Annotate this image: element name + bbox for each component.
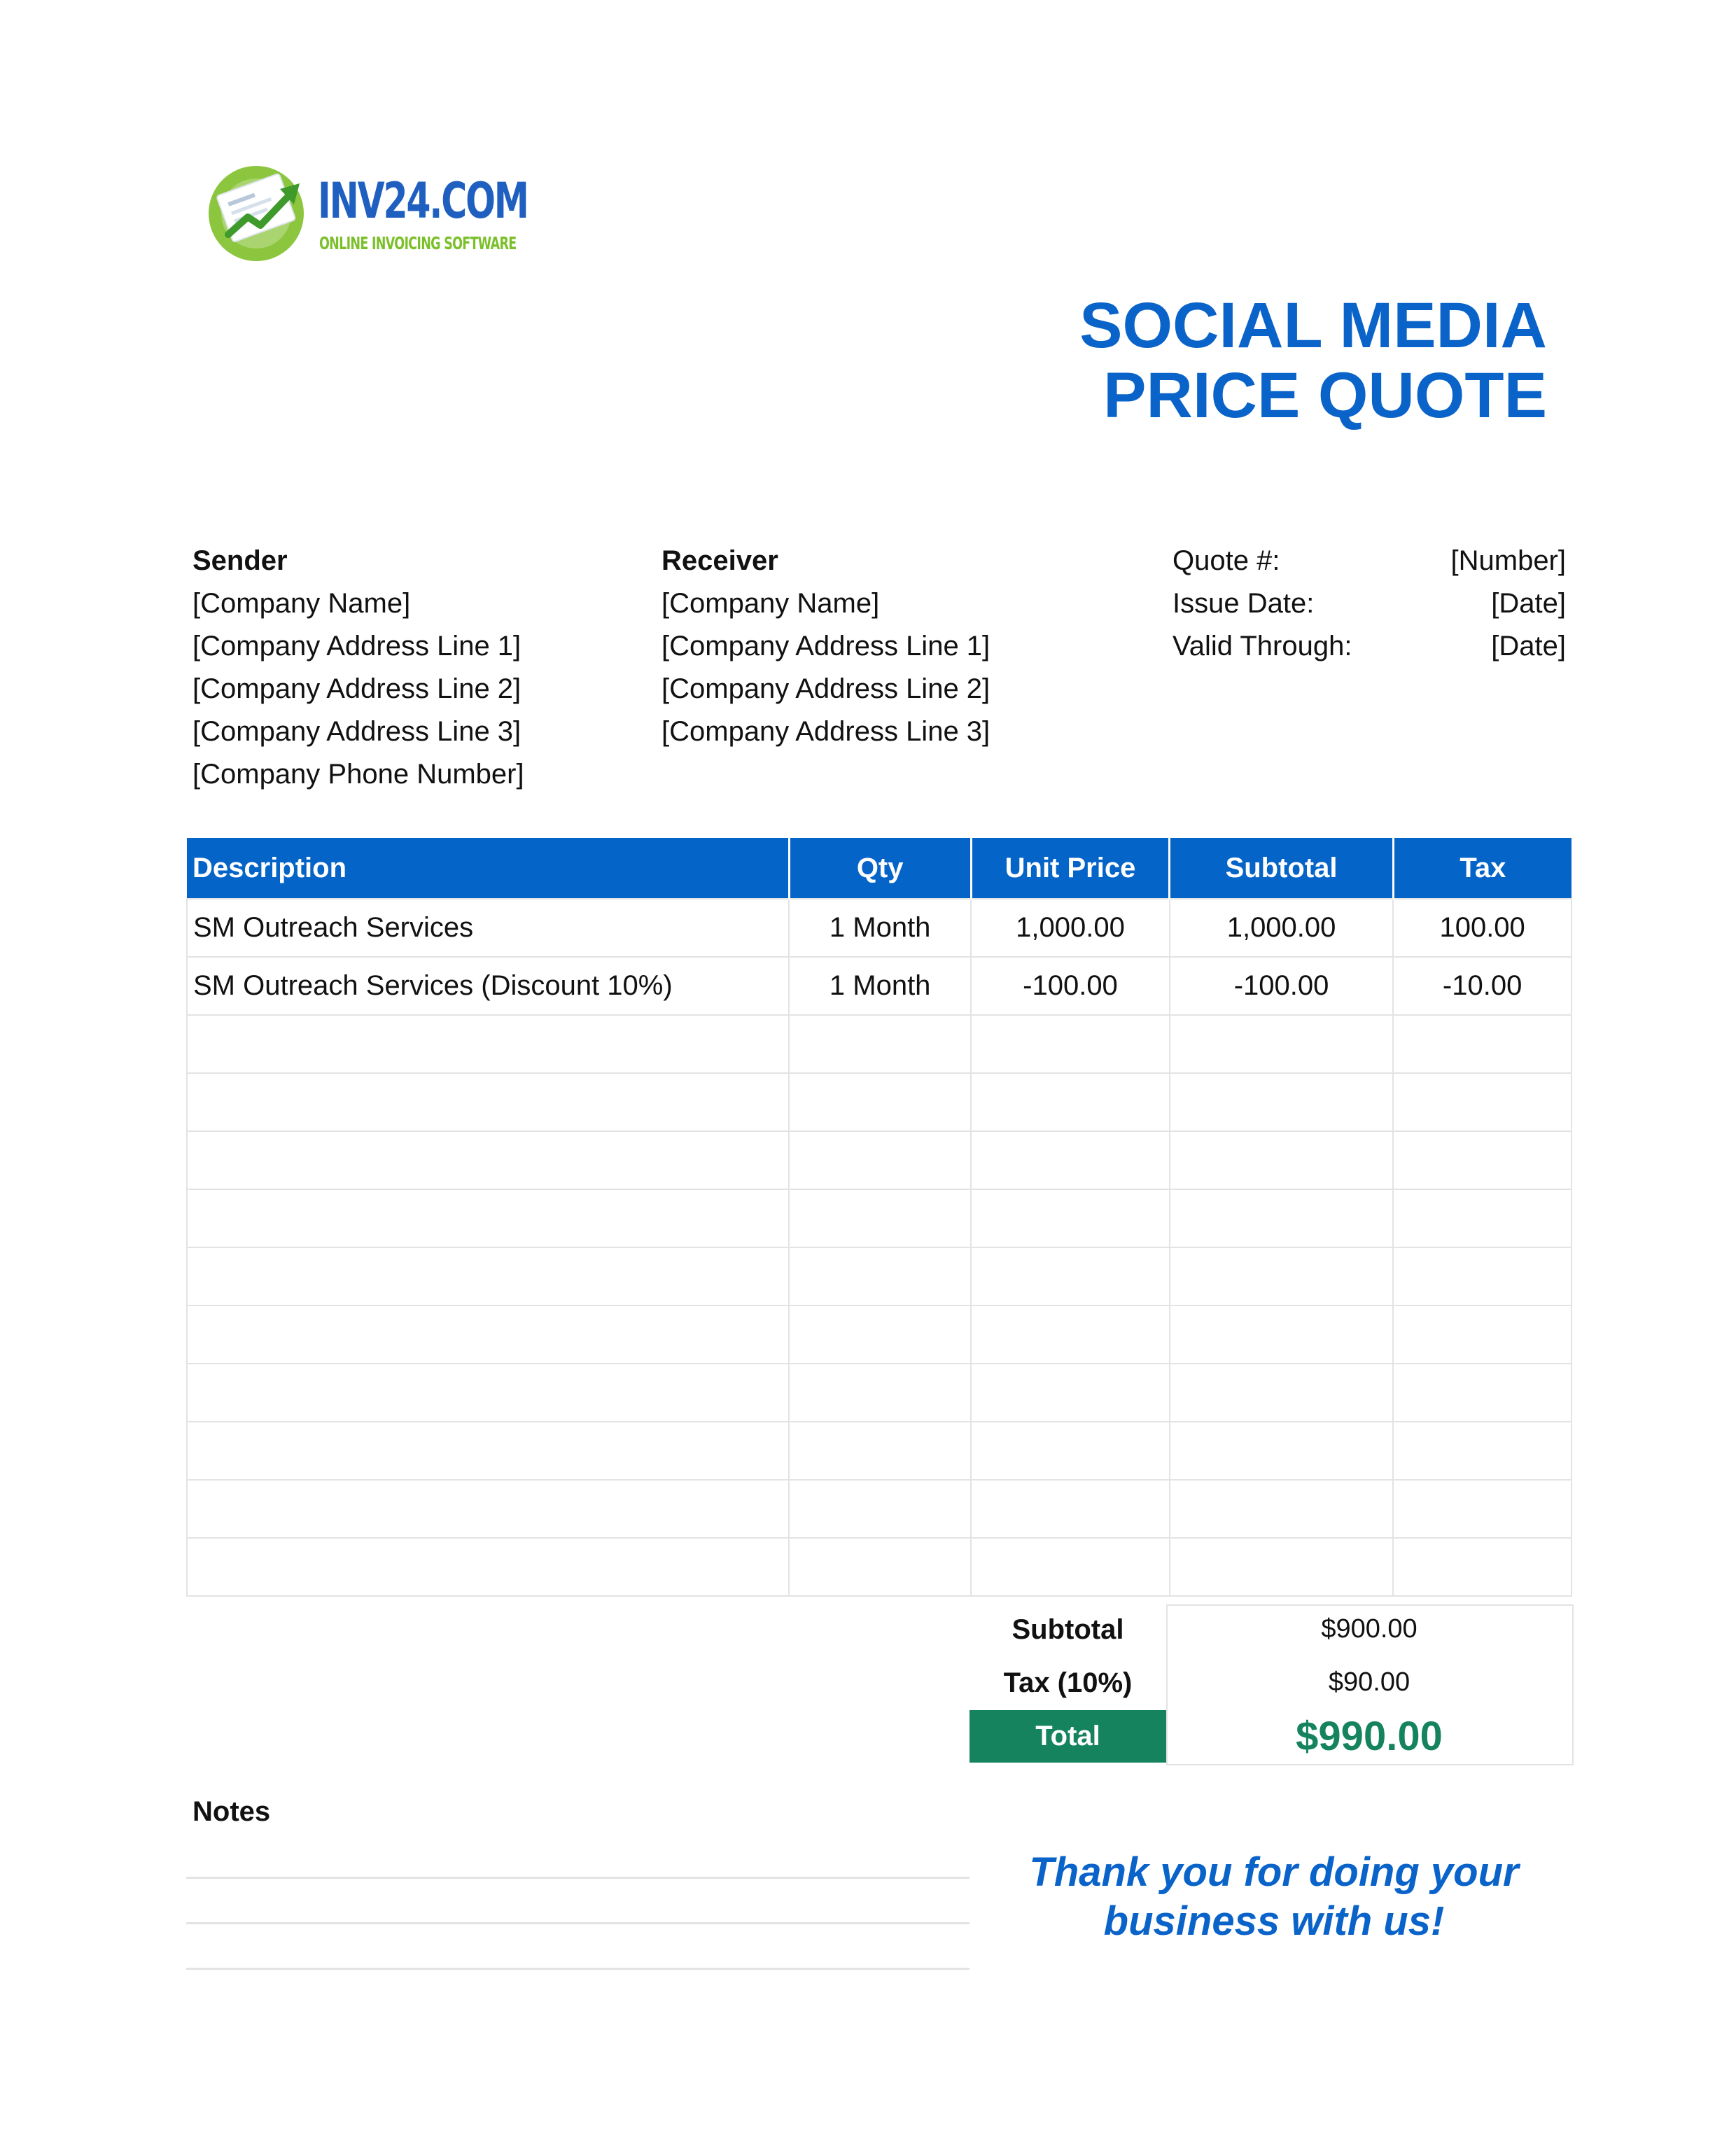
cell-subtotal [1170,1073,1393,1131]
cell-description: SM Outreach Services (Discount 10%) [187,957,789,1015]
receiver-address-line-2: [Company Address Line 2] [662,673,990,704]
quote-number-label: Quote #: [1172,545,1280,576]
table-row [187,1073,1572,1131]
cell-subtotal [1170,1422,1393,1480]
notes-line [186,1968,969,1970]
cell-tax [1393,1538,1572,1596]
tax-label: Tax (10%) [1003,1667,1133,1698]
cell-description [187,1131,789,1189]
cell-tax: 100.00 [1393,899,1572,957]
table-row [187,1247,1572,1306]
table-row [187,1422,1572,1480]
cell-description [187,1480,789,1538]
cell-subtotal [1170,1538,1393,1596]
cell-qty [789,1073,971,1131]
cell-qty: 1 Month [789,899,971,957]
cell-subtotal [1170,1131,1393,1189]
cell-description [187,1422,789,1480]
total-label: Total [969,1710,1166,1763]
sender-heading: Sender [192,545,288,576]
quote-meta-labels [1172,540,1352,668]
cell-qty [789,1422,971,1480]
cell-description: SM Outreach Services [187,899,789,957]
cell-description [187,1073,789,1131]
cell-subtotal [1170,1306,1393,1364]
cell-subtotal [1170,1364,1393,1422]
cell-unit-price: -100.00 [971,957,1170,1015]
thank-you-line-2: business with us! [1103,1898,1445,1944]
thank-you-message [980,1848,1568,1946]
logo-wordmark: INV24.COM [318,172,528,230]
title-line-1: SOCIAL MEDIA [1079,290,1547,361]
receiver-company-name: [Company Name] [662,588,880,619]
quote-meta-values [1451,540,1567,668]
cell-qty [789,1247,971,1306]
cell-qty [789,1480,971,1538]
table-row [187,1189,1572,1247]
table-row [187,1480,1572,1538]
receiver-address-line-3: [Company Address Line 3] [662,716,990,747]
quote-number-value: [Number] [1450,545,1566,576]
cell-unit-price [971,1189,1170,1247]
cell-qty [789,1189,971,1247]
issue-date-value: [Date] [1491,588,1566,619]
cell-subtotal [1170,1247,1393,1306]
valid-through-label: Valid Through: [1172,631,1352,662]
column-header-subtotal: Subtotal [1170,838,1393,899]
cell-subtotal [1170,1189,1393,1247]
column-header-qty: Qty [789,838,971,899]
company-logo [207,161,536,266]
cell-unit-price [971,1538,1170,1596]
cell-unit-price [971,1015,1170,1073]
cell-tax: -10.00 [1393,957,1572,1015]
table-row [187,899,1572,957]
cell-unit-price [971,1073,1170,1131]
subtotal-value: $900.00 [1321,1614,1418,1644]
valid-through-value: [Date] [1491,631,1566,662]
cell-tax [1393,1247,1572,1306]
sender-address-line-1: [Company Address Line 1] [192,631,522,662]
cell-qty [789,1364,971,1422]
cell-unit-price [971,1306,1170,1364]
receiver-address-line-1: [Company Address Line 1] [662,631,990,662]
cell-tax [1393,1189,1572,1247]
cell-tax [1393,1015,1572,1073]
issue-date-label: Issue Date: [1172,588,1315,619]
column-header-unit-price: Unit Price [971,838,1170,899]
column-header-description: Description [187,838,789,899]
table-row [187,1306,1572,1364]
sender-address-line-3: [Company Address Line 3] [192,716,522,747]
cell-subtotal: 1,000.00 [1170,899,1393,957]
cell-tax [1393,1364,1572,1422]
cell-unit-price [971,1364,1170,1422]
cell-tax [1393,1131,1572,1189]
sender-address-line-2: [Company Address Line 2] [192,673,522,704]
cell-unit-price: 1,000.00 [971,899,1170,957]
cell-tax [1393,1422,1572,1480]
tax-value: $90.00 [1328,1667,1410,1697]
cell-tax [1393,1306,1572,1364]
thank-you-line-1: Thank you for doing your [1029,1849,1519,1895]
logo-tagline: ONLINE INVOICING SOFTWARE [319,233,517,253]
document-title [1079,290,1547,430]
column-header-tax: Tax [1393,838,1572,899]
cell-qty: 1 Month [789,957,971,1015]
receiver-block [662,540,990,753]
cell-subtotal [1170,1480,1393,1538]
cell-subtotal [1170,1015,1393,1073]
cell-qty [789,1306,971,1364]
table-row [187,1364,1572,1422]
cell-subtotal: -100.00 [1170,957,1393,1015]
cell-description [187,1538,789,1596]
cell-unit-price [971,1131,1170,1189]
sender-company-name: [Company Name] [192,588,411,619]
cell-unit-price [971,1247,1170,1306]
table-row [187,957,1572,1015]
cell-qty [789,1015,971,1073]
cell-tax [1393,1073,1572,1131]
table-row [187,1538,1572,1596]
subtotal-label: Subtotal [1011,1614,1124,1645]
cell-description [187,1189,789,1247]
line-items-table [186,838,1572,1597]
cell-description [187,1015,789,1073]
cell-qty [789,1131,971,1189]
logo-mark-icon [207,161,309,262]
cell-description [187,1364,789,1422]
sender-phone: [Company Phone Number] [192,759,524,790]
cell-unit-price [971,1480,1170,1538]
cell-unit-price [971,1422,1170,1480]
cell-qty [789,1538,971,1596]
table-row [187,1131,1572,1189]
cell-tax [1393,1480,1572,1538]
notes-heading: Notes [192,1796,271,1827]
notes-line [186,1922,969,1924]
receiver-heading: Receiver [662,545,778,576]
table-row [187,1015,1572,1073]
sender-block [192,540,524,796]
table-body [187,899,1572,1596]
cell-description [187,1247,789,1306]
title-line-2: PRICE QUOTE [1103,360,1547,431]
notes-line [186,1877,969,1879]
total-value: $990.00 [1296,1714,1443,1759]
cell-description [187,1306,789,1364]
table-header-row [187,838,1572,899]
